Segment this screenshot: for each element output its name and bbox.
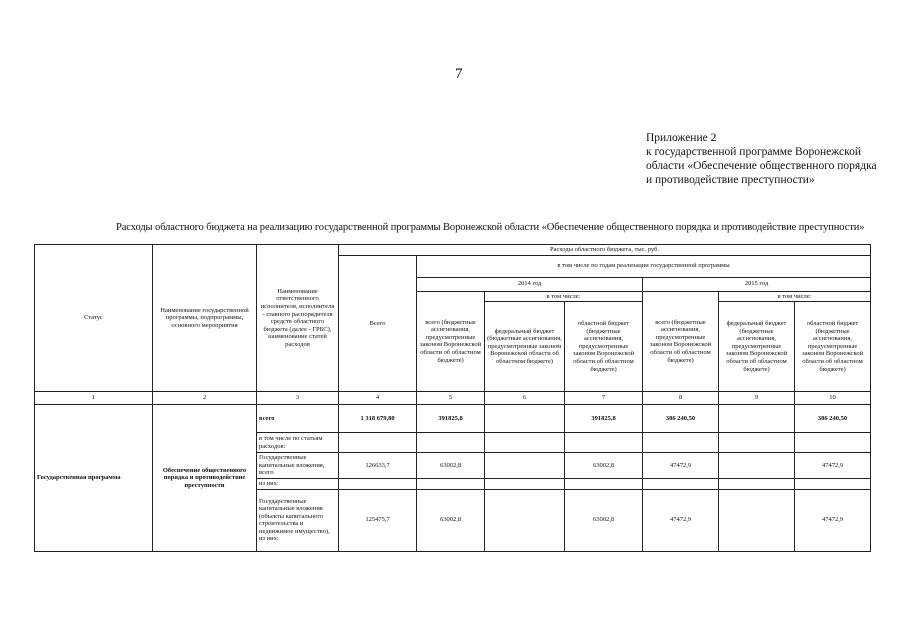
cell-2014-total: 391825,8 <box>417 405 485 433</box>
header-federal-2014: федеральный бюджет (бюджетные ассигнования, предусмотренные законом Воронежской области об областном бюджете) <box>485 302 565 392</box>
cell-2015-total <box>643 479 719 490</box>
cell-2014-federal <box>485 489 565 551</box>
header-including-2014: в том числе: <box>485 291 643 302</box>
header-expenses: Расходы областного бюджета, тыс. руб. <box>339 245 871 256</box>
cell-2015-total: 386 240,50 <box>643 405 719 433</box>
appendix-line: Приложение 2 <box>646 132 717 144</box>
header-regional-2014: областной бюджет (бюджетные ассигнования, предусмотренные законом Воронежской области об областном бюджете) <box>565 302 643 392</box>
cell-2014-regional: 63002,8 <box>565 453 643 479</box>
header-federal-2015: федеральный бюджет (бюджетные ассигнования, предусмотренные законом Воронежской области об областном бюджете) <box>719 302 795 392</box>
cell-2015-federal <box>719 405 795 433</box>
cell-total: 126633,7 <box>339 453 417 479</box>
row-label: Государственные капитальные вложения, всего <box>257 453 339 479</box>
column-number: 2 <box>153 392 257 405</box>
appendix-line: к государственной программе Воронежской <box>646 146 861 158</box>
header-status: Статус <box>35 245 153 392</box>
appendix-line: области «Обеспечение общественного порядка <box>646 160 877 172</box>
cell-2014-total <box>417 479 485 490</box>
header-name: Наименование государственной программы, подпрограммы, основного мероприятия <box>153 245 257 392</box>
cell-2014-federal <box>485 433 565 453</box>
appendix-block <box>646 131 877 187</box>
row-label: Государственные капитальные вложения (объекты капитального строительства и недвижимое имущество), из них: <box>257 489 339 551</box>
header-year-2014: 2014 год <box>417 277 643 291</box>
header-total-2014: всего (бюджетные ассигнования, предусмотренные законом Воронежской области об областном бюджете) <box>417 291 485 392</box>
cell-2014-regional: 391825,8 <box>565 405 643 433</box>
table-row <box>35 405 871 433</box>
row-label: всего <box>257 405 339 433</box>
cell-total: 1 318 679,80 <box>339 405 417 433</box>
header-regional-2015: областной бюджет (бюджетные ассигнования, предусмотренные законом Воронежской области об областном бюджете) <box>795 302 871 392</box>
column-number: 5 <box>417 392 485 405</box>
row-label: из них: <box>257 479 339 490</box>
cell-2014-federal <box>485 405 565 433</box>
header-including-2015: в том числе: <box>719 291 871 302</box>
cell-2015-federal <box>719 433 795 453</box>
cell-2015-total <box>643 433 719 453</box>
column-number: 1 <box>35 392 153 405</box>
cell-2015-federal <box>719 453 795 479</box>
status-cell: Государственная программа <box>35 405 153 552</box>
cell-2014-total: 63002,8 <box>417 489 485 551</box>
cell-total <box>339 433 417 453</box>
column-number: 7 <box>565 392 643 405</box>
cell-2014-regional <box>565 433 643 453</box>
column-number-row <box>35 392 871 405</box>
cell-2014-federal <box>485 453 565 479</box>
cell-2014-federal <box>485 479 565 490</box>
cell-total: 125475,7 <box>339 489 417 551</box>
header-by-years: в том числе по годам реализации государственной программы <box>417 255 871 277</box>
column-number: 9 <box>719 392 795 405</box>
header-year-2015: 2015 год <box>643 277 871 291</box>
page-number: 7 <box>455 66 463 82</box>
cell-2014-regional: 63002,8 <box>565 489 643 551</box>
row-label: в том числе по статьям расходов: <box>257 433 339 453</box>
column-number: 8 <box>643 392 719 405</box>
cell-2015-regional: 47472,9 <box>795 489 871 551</box>
column-number: 4 <box>339 392 417 405</box>
appendix-line: и противодействие преступности» <box>646 174 815 186</box>
cell-2014-total: 63002,8 <box>417 453 485 479</box>
cell-2014-total <box>417 433 485 453</box>
column-number: 10 <box>795 392 871 405</box>
program-name-cell: Обеспечение общественного порядка и противодействие преступности <box>153 405 257 552</box>
cell-2015-regional <box>795 433 871 453</box>
budget-table <box>34 244 871 552</box>
cell-2015-regional: 47472,9 <box>795 453 871 479</box>
cell-2015-federal <box>719 489 795 551</box>
cell-2015-regional <box>795 479 871 490</box>
cell-2015-total: 47472,9 <box>643 453 719 479</box>
cell-total <box>339 479 417 490</box>
cell-2015-federal <box>719 479 795 490</box>
column-number: 6 <box>485 392 565 405</box>
cell-2014-regional <box>565 479 643 490</box>
cell-2015-regional: 386 240,50 <box>795 405 871 433</box>
header-executor: Наименование ответственного исполнителя, исполнителя - главного распорядителя средств областного бюджета (далее - ГРБС), наименование статей расходов <box>257 245 339 392</box>
header-total-2015: всего (бюджетные ассигнования, предусмотренные законом Воронежской области об областном бюджете) <box>643 291 719 392</box>
column-number: 3 <box>257 392 339 405</box>
cell-2015-total: 47472,9 <box>643 489 719 551</box>
header-total: Всего <box>339 255 417 392</box>
document-title: Расходы областного бюджета на реализацию государственной программы Воронежской области «Обеспечение общественного порядка и противодействие преступности» <box>116 222 865 233</box>
